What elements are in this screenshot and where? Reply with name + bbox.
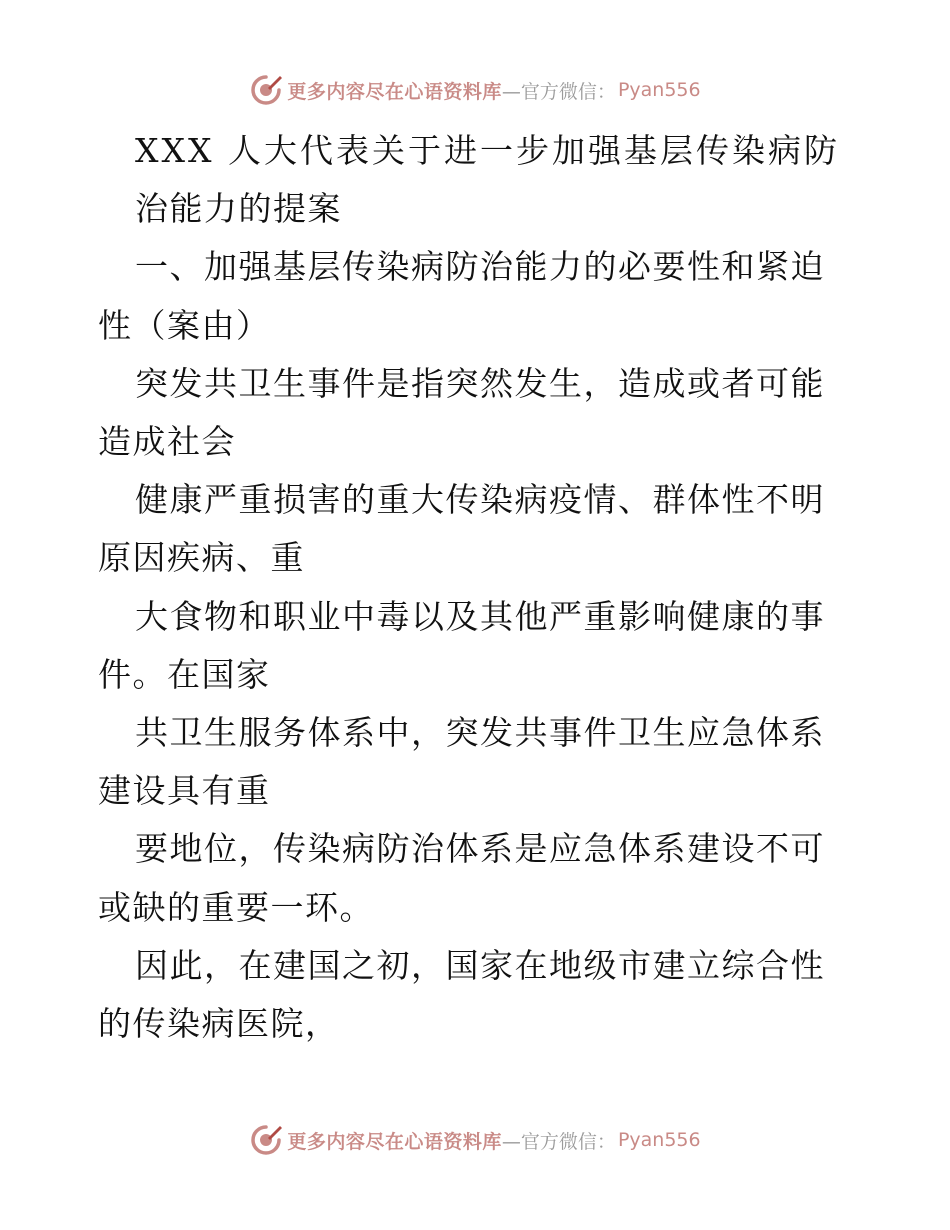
paragraph: 因此，在建国之初，国家在地级市建立综合性的传染病医院， <box>98 945 825 1044</box>
official-label: —官方微信： <box>501 80 616 103</box>
official-label: —官方微信： <box>501 1130 616 1153</box>
paragraph: 突发共卫生事件是指突然发生，造成或者可能造成社会 <box>98 363 825 462</box>
pen-logo-icon <box>249 1123 283 1157</box>
site-name: 更多内容尽在心语资料库 <box>287 80 502 103</box>
paragraph: 大食物和职业中毒以及其他严重影响健康的事件。在国家 <box>98 596 825 694</box>
title-line-2: 治能力的提案 <box>135 189 342 229</box>
header-watermark <box>0 70 950 110</box>
footer-watermark <box>0 1120 950 1160</box>
title-line-1: XXX 人大代表关于进一步加强基层传染病防 <box>135 131 840 170</box>
paragraph: 共卫生服务体系中，突发共事件卫生应急体系建设具有重 <box>98 713 825 811</box>
wechat-id: Pyan556 <box>617 1129 701 1151</box>
section-heading: 一、加强基层传染病防治能力的必要性和紧迫性（案由） <box>98 247 825 345</box>
pen-logo-icon <box>249 73 283 107</box>
document-body <box>98 122 858 1053</box>
paragraph: 健康严重损害的重大传染病疫情、群体性不明原因疾病、重 <box>98 480 825 578</box>
wechat-id: Pyan556 <box>617 79 701 101</box>
site-name: 更多内容尽在心语资料库 <box>287 1130 502 1153</box>
paragraph: 要地位，传染病防治体系是应急体系建设不可或缺的重要一环。 <box>98 829 825 927</box>
